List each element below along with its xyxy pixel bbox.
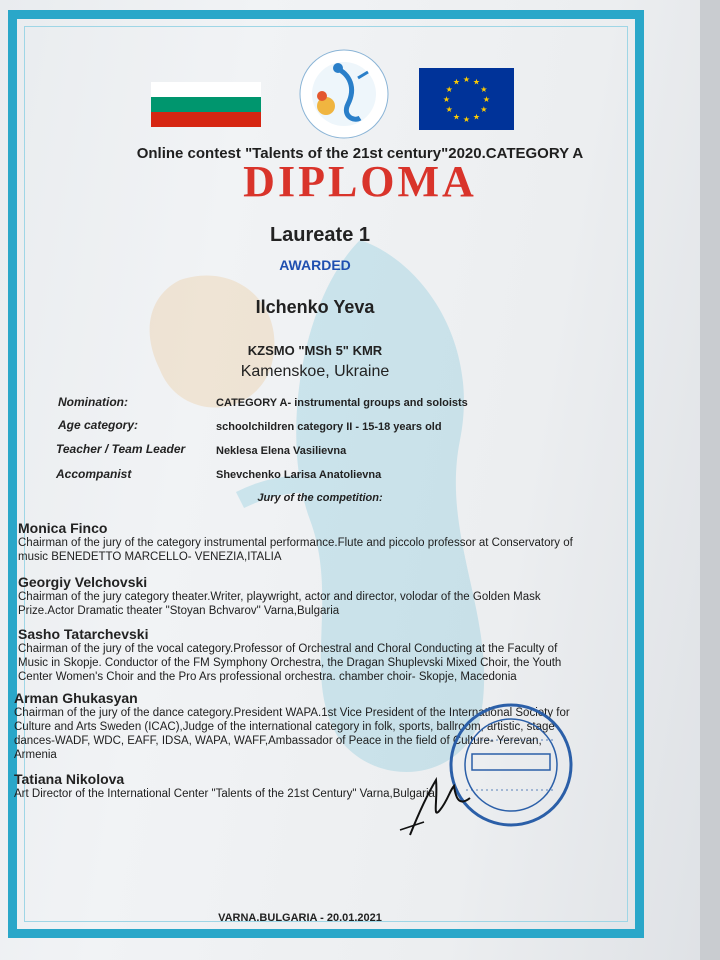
talents-logo (298, 48, 390, 140)
bio-line: Armenia (14, 749, 57, 761)
institution-name: KZSMO "MSh 5" KMR (247, 343, 383, 358)
bulgaria-flag-icon (151, 82, 261, 127)
laureate-rank: Laureate 1 (269, 224, 371, 246)
eu-star-icon: ★ (442, 95, 451, 104)
eu-star-icon: ★ (445, 105, 453, 114)
bio-line: Chairman of the jury category theater.Writer, playwright, actor and director, volodar of the Golden Mask (18, 591, 541, 603)
accompanist-label: Accompanist (56, 467, 132, 481)
bio-line: Art Director of the International Center "Talents of the 21st Century" Varna,Bulgaria (14, 788, 435, 800)
place-and-date: VARNA.BULGARIA - 20.01.2021 (218, 912, 382, 924)
eu-star-icon: ★ (452, 77, 461, 87)
award-status: AWARDED (279, 257, 351, 273)
jury-member (18, 626, 618, 684)
bio-line: music BENEDETTO MARCELLO- VENEZIA,ITALIA (18, 551, 282, 563)
bio-line: Chairman of the jury of the category instrumental performance.Flute and piccolo professor at Conservatory of (18, 537, 573, 549)
eu-star-icon: ★ (445, 85, 453, 94)
diploma-heading: DIPLOMA (243, 157, 477, 206)
bio-line: Chairman of the jury of the vocal category.Professor of Orchestral and Choral Conducting at the Faculty of (18, 643, 558, 655)
bio-line: Prize.Actor Dramatic theater "Stoyan Bchvarov" Varna,Bulgaria (18, 605, 340, 617)
eu-star-icon: ★ (462, 75, 471, 84)
jury-heading: Jury of the competition: (257, 492, 383, 504)
participant-name: Ilchenko Yeva (255, 297, 375, 317)
eu-star-icon: ★ (480, 105, 488, 114)
director-signature (380, 760, 500, 840)
bio-line: Chairman of the jury of the dance category.President WAPA.1st Vice President of the International Society for (14, 707, 570, 719)
eu-star-icon: ★ (472, 112, 481, 122)
jury-member-bio (18, 590, 618, 618)
jury-member-name: Monica Finco (18, 520, 108, 536)
jury-member (18, 520, 618, 564)
participant-location: Kamenskoe, Ukraine (240, 363, 390, 380)
eu-star-icon: ★ (472, 77, 481, 87)
jury-member-name: Tatiana Nikolova (14, 771, 125, 787)
teacher-value: Neklesa Elena Vasilievna (216, 445, 347, 457)
nomination-label: Nomination: (58, 395, 128, 409)
jury-member-bio (18, 642, 618, 684)
bio-line: Culture and Arts Sweden (ICAC),Judge of the international category in folk, sports, ballroom, artistic, stage (14, 721, 555, 733)
bio-line: dances-WADF, WDC, EAFF, IDSA, WAPA, WAFF,Ambassador of Peace in the field of Culture- Yerevan, (14, 735, 542, 747)
jury-member-name: Sasho Tatarchevski (18, 626, 149, 642)
nomination-value: CATEGORY A- instrumental groups and soloists (216, 397, 468, 409)
bio-line: Music in Skopje. Conductor of the FM Symphony Orchestra, the Dragan Shuplevski Mixed Choir, the Youth (18, 657, 562, 669)
eu-star-icon: ★ (482, 95, 491, 104)
accompanist-value: Shevchenko Larisa Anatolievna (216, 469, 382, 481)
teacher-label: Teacher / Team Leader (56, 442, 186, 456)
jury-member-bio (18, 536, 618, 564)
jury-member-name: Georgiy Velchovski (18, 574, 148, 590)
eu-star-icon: ★ (452, 112, 461, 122)
bio-line: Center Women's Choir and the Pro Ars professional orchestra. chamber choir- Skopje, Macedonia (18, 671, 517, 683)
jury-member-name: Arman Ghukasyan (14, 690, 138, 706)
age-category-label: Age category: (58, 418, 139, 432)
eu-flag-icon (419, 68, 514, 130)
eu-star-icon: ★ (480, 85, 488, 94)
jury-member (18, 574, 618, 618)
age-category-value: schoolchildren category II - 15-18 years old (216, 421, 442, 433)
contest-title: Online contest "Talents of the 21st century"2020.CATEGORY A (136, 145, 584, 162)
eu-star-icon: ★ (462, 115, 471, 124)
